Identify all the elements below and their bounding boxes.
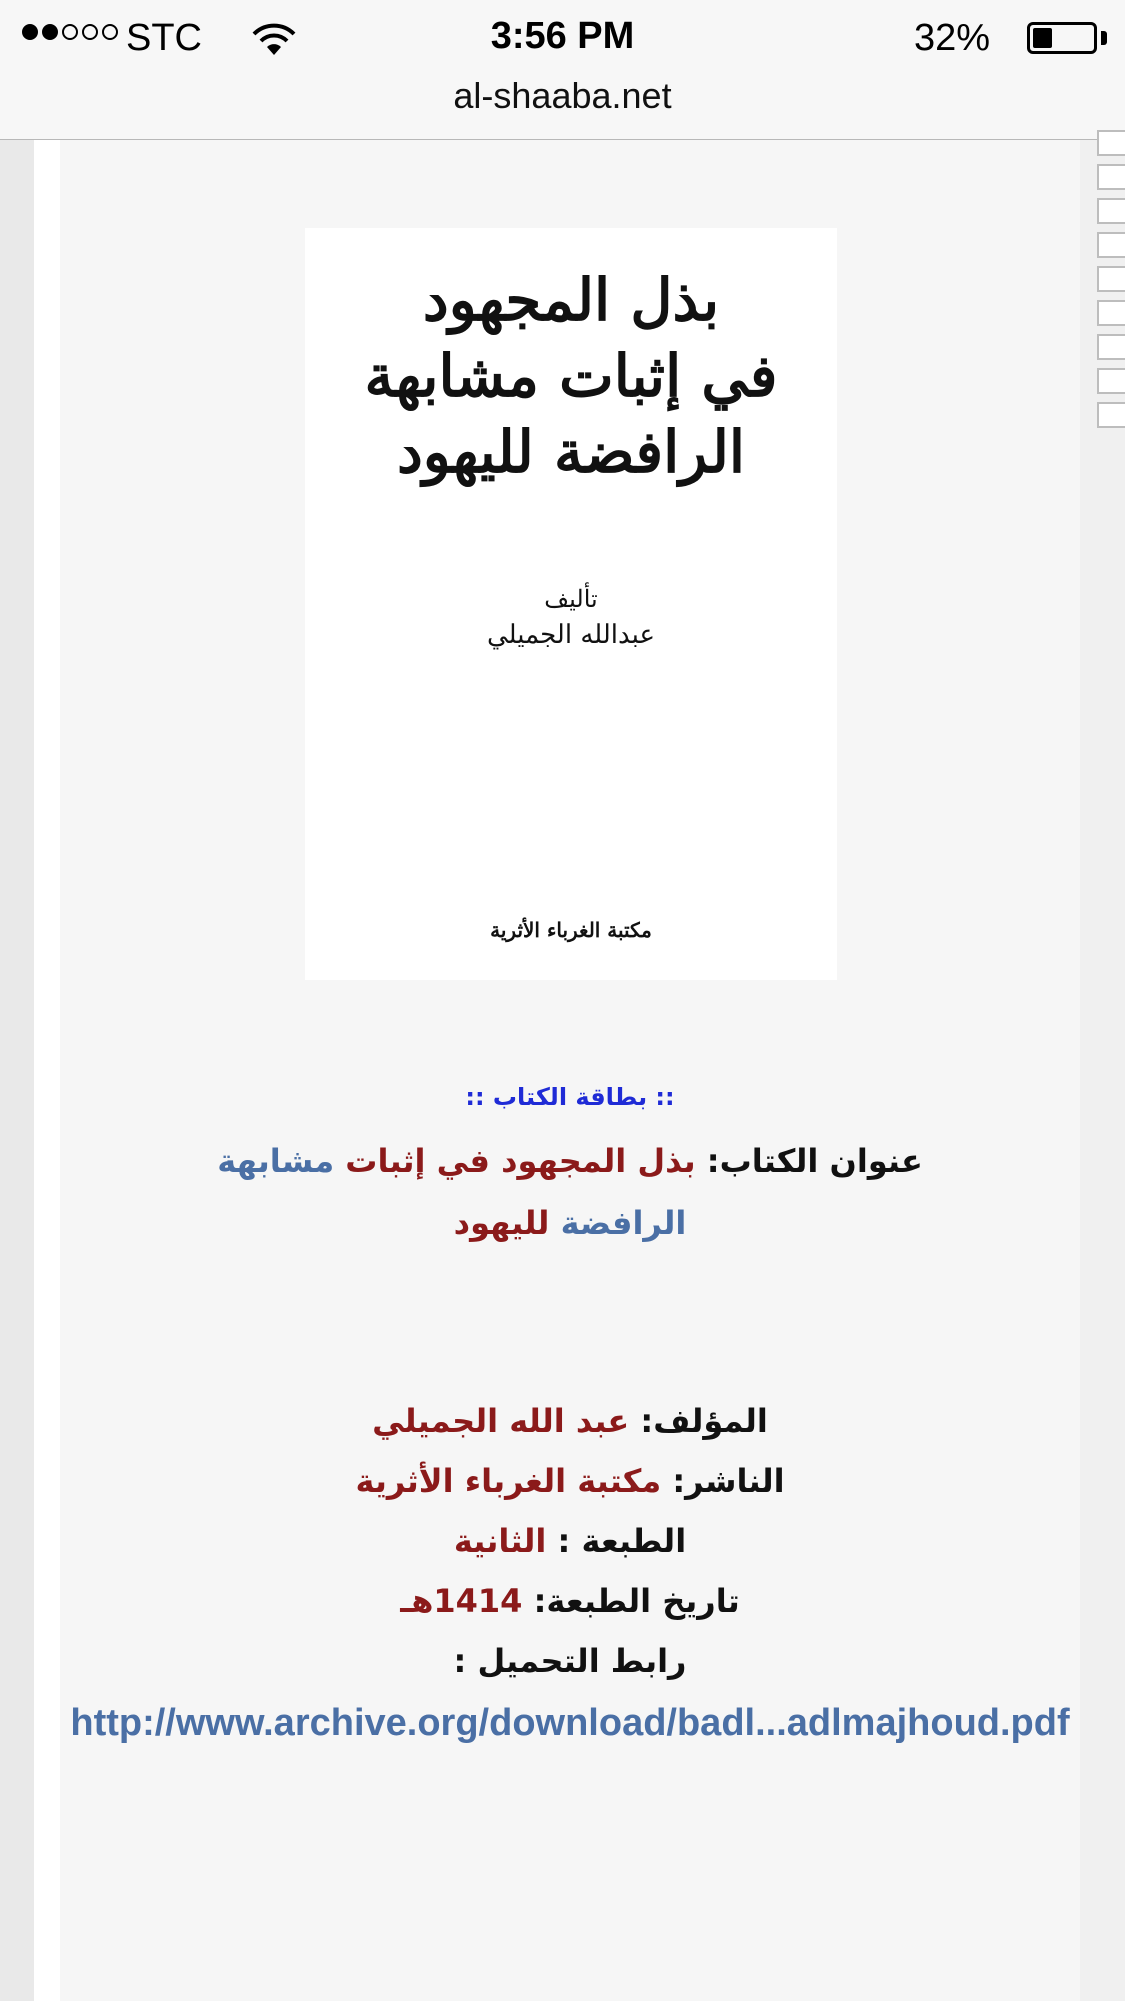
- browser-top-bar: [0, 0, 1125, 140]
- book-cover-image: [305, 228, 837, 980]
- book-title-part: في إثبات: [345, 1142, 490, 1180]
- sidebar-tab[interactable]: [1097, 368, 1125, 394]
- status-time: 3:56 PM: [490, 15, 635, 57]
- sidebar-tab[interactable]: [1097, 300, 1125, 326]
- cover-title-line: بذل المجهود: [422, 266, 720, 334]
- left-margin: [0, 140, 34, 2001]
- author-value: عبد الله الجميلي: [372, 1402, 630, 1440]
- status-bar: [0, 0, 1125, 76]
- sidebar-tab[interactable]: [1097, 232, 1125, 258]
- left-border: [34, 140, 60, 2001]
- cover-title-line: في إثبات مشابهة: [364, 342, 778, 410]
- battery-percent: 32%: [913, 17, 990, 59]
- battery-level: [1033, 28, 1052, 48]
- book-title-part: بذل المجهود: [501, 1142, 696, 1180]
- book-author-row: [60, 1390, 1080, 1452]
- publisher-label: الناشر:: [672, 1462, 785, 1500]
- book-title-part: مشابهة الرافضة: [217, 1142, 687, 1242]
- cover-title-line: الرافضة لليهود: [396, 418, 746, 486]
- book-publisher-row: [60, 1450, 1080, 1512]
- download-row: [60, 1630, 1080, 1692]
- edition-label: الطبعة :: [557, 1522, 687, 1560]
- address-bar[interactable]: al-shaaba.net: [453, 75, 672, 116]
- sidebar-tab[interactable]: [1097, 266, 1125, 292]
- sidebar-tab[interactable]: [1097, 198, 1125, 224]
- book-title-row: [60, 1130, 1080, 1254]
- cover-author: عبدالله الجميلي: [486, 620, 656, 650]
- book-edition-row: [60, 1510, 1080, 1572]
- book-date-row: [60, 1570, 1080, 1632]
- sidebar-tab[interactable]: [1097, 164, 1125, 190]
- author-label: المؤلف:: [640, 1402, 768, 1440]
- download-label: رابط التحميل :: [453, 1642, 687, 1680]
- cover-by-label: تأليف: [544, 585, 598, 613]
- sidebar-tab[interactable]: [1097, 402, 1125, 428]
- publisher-value: مكتبة الغرباء الأثرية: [355, 1462, 662, 1500]
- battery-tip: [1101, 31, 1107, 45]
- sidebar-tab[interactable]: [1097, 334, 1125, 360]
- date-value: 1414هـ: [400, 1582, 523, 1620]
- sidebar-tab[interactable]: [1097, 130, 1125, 156]
- edition-value: الثانية: [453, 1522, 547, 1560]
- download-link[interactable]: http://www.archive.org/download/badl...adlmajhoud.pdf: [70, 1702, 1070, 1744]
- battery-icon: [1027, 22, 1097, 54]
- book-title-part: لليهود: [453, 1204, 550, 1242]
- carrier-name: STC: [126, 17, 202, 59]
- book-card-heading: :: بطاقة الكتاب ::: [465, 1083, 675, 1111]
- cover-publisher: مكتبة الغرباء الأثرية: [490, 918, 652, 942]
- web-page: [0, 140, 1125, 2001]
- book-title-label: عنوان الكتاب:: [706, 1142, 923, 1180]
- date-label: تاريخ الطبعة:: [533, 1582, 740, 1620]
